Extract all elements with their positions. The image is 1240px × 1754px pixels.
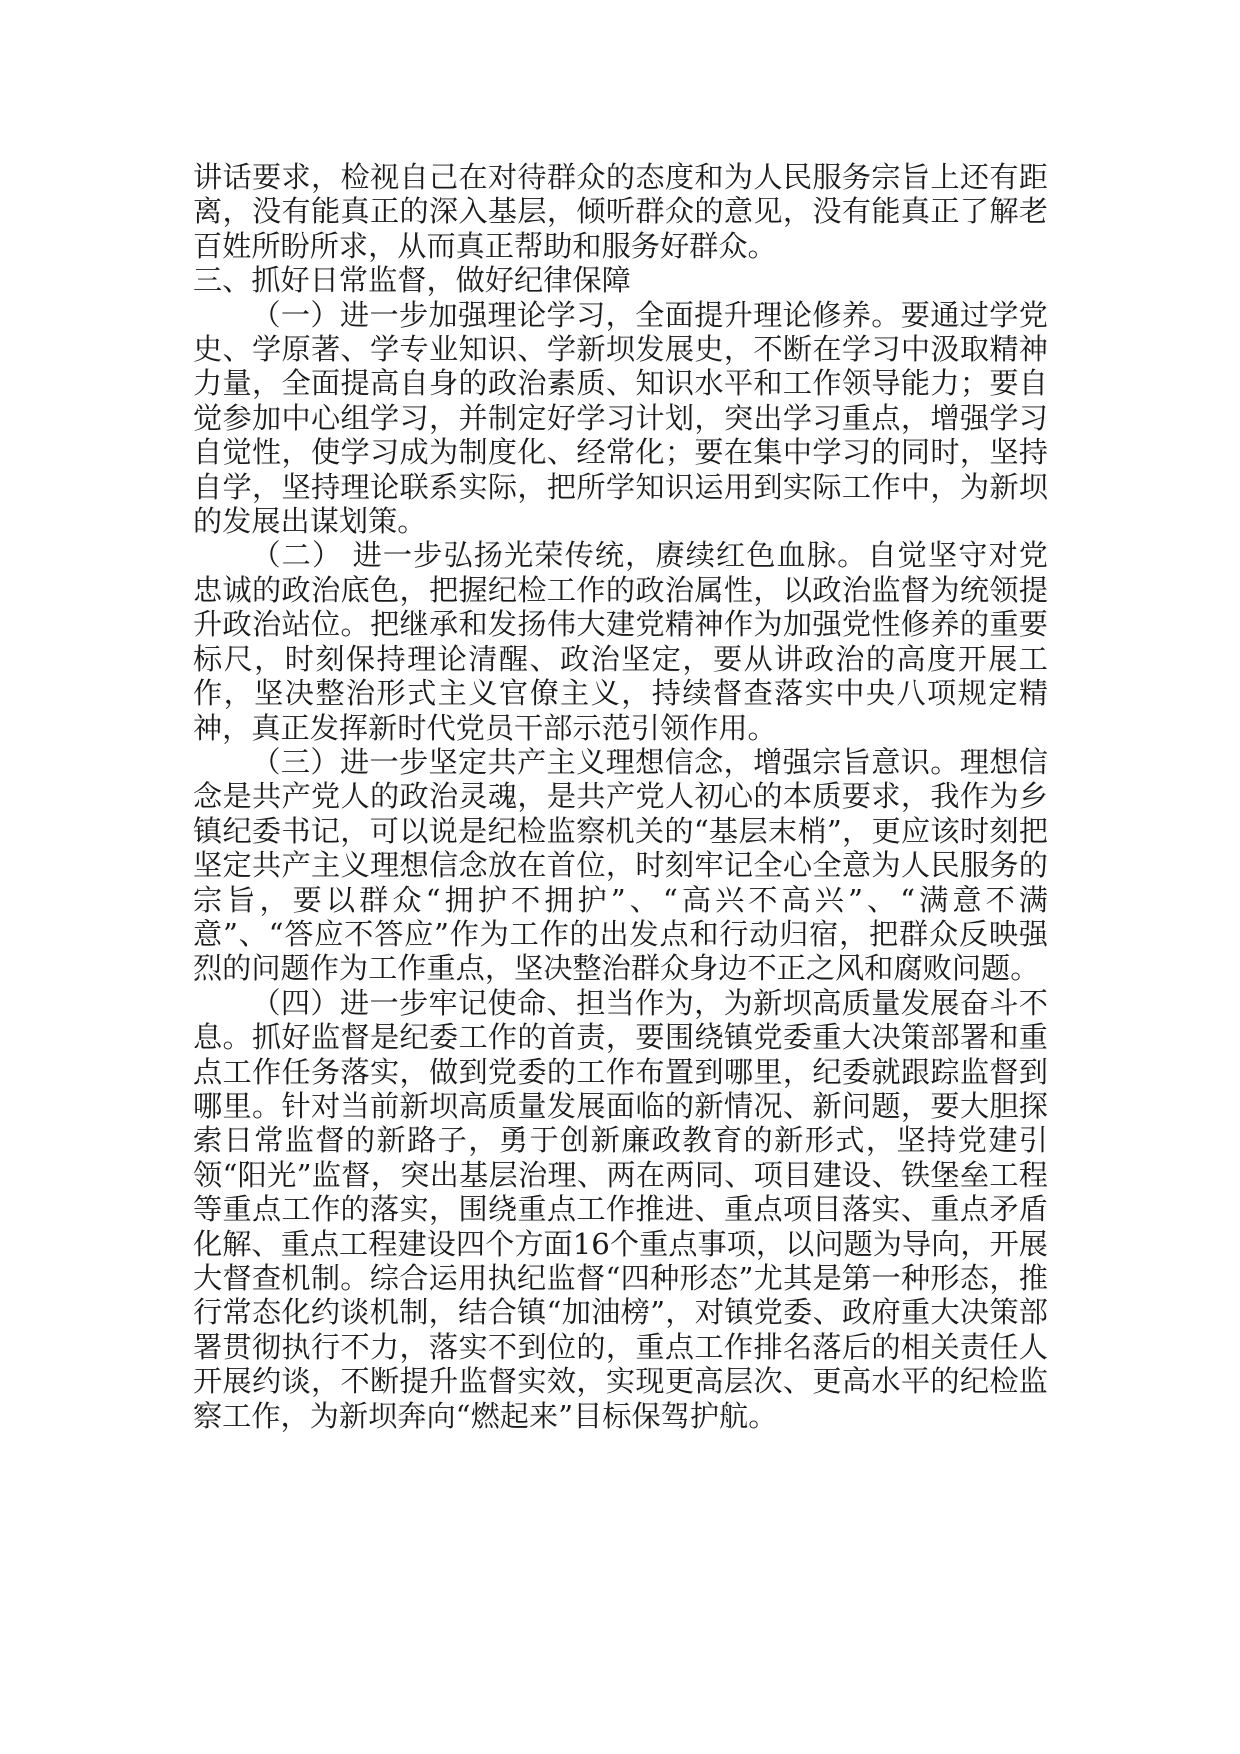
paragraph-item-2: （二） 进一步弘扬光荣传统，赓续红色血脉。自觉坚守对党忠诚的政治底色，把握纪检工作的政治属性，以政治监督为统领提升政治站位。把继承和发扬伟大建党精神作为加强党性修养的重要标尺，时刻保持理论清醒、政治坚定，要从讲政治的高度开展工作，坚决整治形式主义官僚主义，持续督查落实中央八项规定精神，真正发挥新时代党员干部示范引领作用。 <box>193 538 1048 745</box>
paragraph-item-4: （四）进一步牢记使命、担当作为，为新坝高质量发展奋斗不息。抓好监督是纪委工作的首责，要围绕镇党委重大决策部署和重点工作任务落实，做到党委的工作布置到哪里，纪委就跟踪监督到哪里。针对当前新坝高质量发展面临的新情况、新问题，要大胆探索日常监督的新路子，勇于创新廉政教育的新形式，坚持党建引领“阳光”监督，突出基层治理、两在两同、项目建设、铁堡垒工程等重点工作的落实，围绕重点工作推进、重点项目落实、重点矛盾化解、重点工程建设四个方面16个重点事项，以问题为导向，开展大督查机制。综合运用执纪监督“四种形态”尤其是第一种形态，推行常态化约谈机制，结合镇“加油榜”，对镇党委、政府重大决策部署贯彻执行不力，落实不到位的，重点工作排名落后的相关责任人开展约谈，不断提升监督实效，实现更高层次、更高水平的纪检监察工作，为新坝奔向“燃起来”目标保驾护航。 <box>193 985 1048 1433</box>
paragraph-item-1: （一）进一步加强理论学习，全面提升理论修养。要通过学党史、学原著、学专业知识、学新坝发展史，不断在学习中汲取精神力量，全面提高自身的政治素质、知识水平和工作领导能力；要自觉参加中心组学习，并制定好学习计划，突出学习重点，增强学习自觉性，使学习成为制度化、经常化；要在集中学习的同时，坚持自学，坚持理论联系实际，把所学知识运用到实际工作中，为新坝的发展出谋划策。 <box>193 297 1048 539</box>
paragraph-continuation: 讲话要求，检视自己在对待群众的态度和为人民服务宗旨上还有距离，没有能真正的深入基层，倾听群众的意见，没有能真正了解老百姓所盼所求，从而真正帮助和服务好群众。 <box>193 160 1048 263</box>
section-heading: 三、抓好日常监督，做好纪律保障 <box>193 263 631 298</box>
paragraph-item-3: （三）进一步坚定共产主义理想信念，增强宗旨意识。理想信念是共产党人的政治灵魂，是共产党人初心的本质要求，我作为乡镇纪委书记，可以说是纪检监察机关的“基层末梢”，更应该时刻把坚定共产主义理想信念放在首位，时刻牢记全心全意为人民服务的宗旨，要以群众“拥护不拥护”、“高兴不高兴”、“满意不满意”、“答应不答应”作为工作的出发点和行动归宿，把群众反映强烈的问题作为工作重点，坚决整治群众身边不正之风和腐败问题。 <box>193 744 1048 986</box>
document-body <box>193 160 1048 1433</box>
